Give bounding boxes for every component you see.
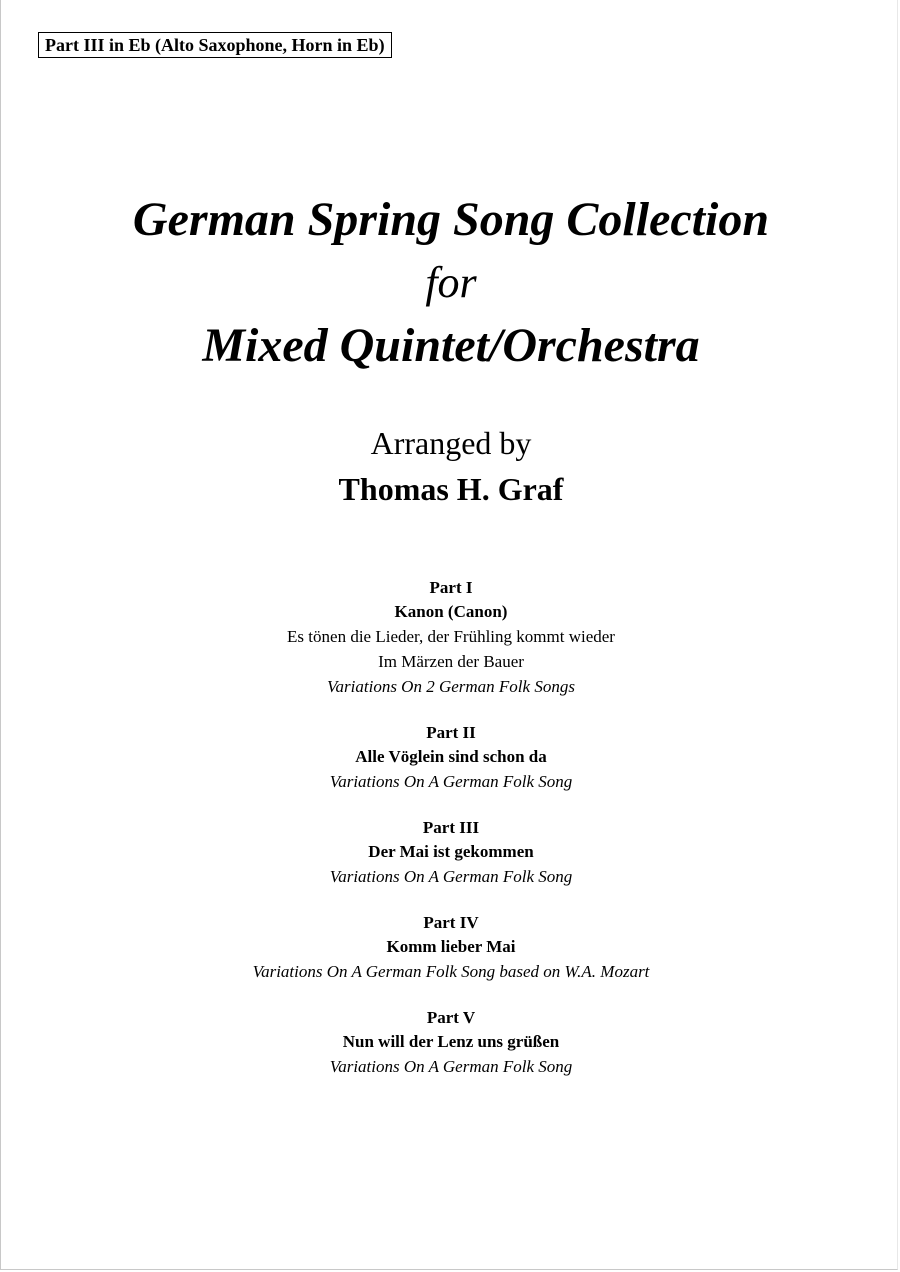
part-entry-5 bbox=[1, 1006, 900, 1079]
part-entry-1 bbox=[1, 576, 900, 699]
song-line: Im Märzen der Bauer bbox=[378, 652, 524, 671]
variation-description: Variations On A German Folk Song bbox=[329, 867, 573, 886]
part-label: Part II bbox=[426, 723, 476, 742]
arranger-name: Thomas H. Graf bbox=[338, 471, 564, 507]
collection-title: German Spring Song Collection bbox=[132, 193, 770, 246]
part-label: Part I bbox=[429, 578, 473, 597]
variation-description: Variations On 2 German Folk Songs bbox=[327, 677, 575, 696]
credits-block bbox=[1, 420, 900, 512]
ensemble-title: Mixed Quintet/Orchestra bbox=[202, 319, 700, 372]
song-title: Alle Vöglein sind schon da bbox=[355, 747, 547, 766]
part-label: Part V bbox=[426, 1008, 476, 1027]
title-block bbox=[1, 188, 900, 378]
song-title: Der Mai ist gekommen bbox=[368, 842, 534, 861]
title-for: for bbox=[425, 258, 477, 307]
part-entry-4 bbox=[1, 911, 900, 984]
part-label: Part III bbox=[422, 818, 480, 837]
part-designation-box: Part III in Eb (Alto Saxophone, Horn in Eb) bbox=[38, 32, 392, 58]
song-line: Es tönen die Lieder, der Frühling kommt wieder bbox=[287, 627, 615, 646]
variation-description: Variations On A German Folk Song bbox=[329, 772, 573, 791]
variation-description: Variations On A German Folk Song based on W.A. Mozart bbox=[252, 962, 650, 981]
song-title: Kanon (Canon) bbox=[394, 602, 508, 621]
arranged-by-label: Arranged by bbox=[370, 425, 532, 461]
part-entry-3 bbox=[1, 816, 900, 889]
song-title: Nun will der Lenz uns grüßen bbox=[342, 1032, 560, 1051]
variation-description: Variations On A German Folk Song bbox=[329, 1057, 573, 1076]
parts-list bbox=[1, 576, 900, 1101]
part-entry-2 bbox=[1, 721, 900, 794]
song-title: Komm lieber Mai bbox=[386, 937, 516, 956]
part-label: Part IV bbox=[423, 913, 479, 932]
